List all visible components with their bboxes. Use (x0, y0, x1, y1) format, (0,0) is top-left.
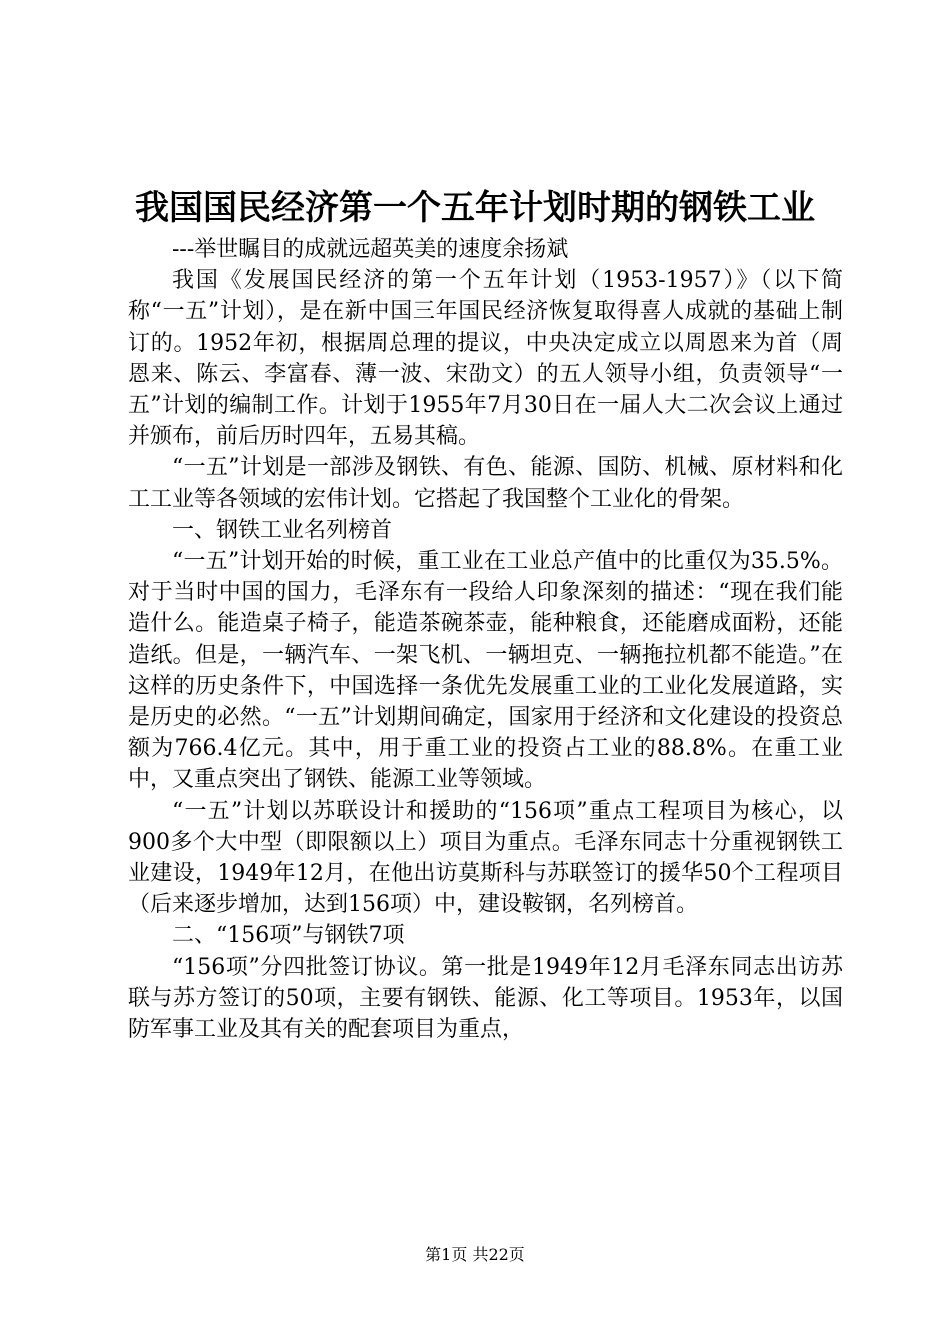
paragraph-agreements: “156项”分四批签订协议。第一批是1949年12月毛泽东同志出访苏联与苏方签订的50项，主要有钢铁、能源、化工等项目。1953年，以国防军事工业及其有关的配套项目为重点， (128, 954, 843, 1043)
document-subtitle: ---举世瞩目的成就远超英美的速度余扬斌 (172, 237, 569, 262)
paragraph-intro: 我国《发展国民经济的第一个五年计划（1953-1957）》（以下简称“一五”计划），是在新中国三年国民经济恢复取得喜人成就的基础上制订的。1952年初，根据周总理的提议，中央决定成立以周恩来为首（周恩来、陈云、李富春、薄一波、宋劭文）的五人领导小组，负责领导“一五”计划的编制工作。计划于1955年7月30日在一届人大二次会议上通过并颁布，前后历时四年，五易其稿。 (128, 268, 843, 450)
section-heading-2: 二、“156项”与钢铁7项 (172, 923, 405, 949)
paragraph-heavy-industry: “一五”计划开始的时候，重工业在工业总产值中的比重仅为35.5%。对于当时中国的国力，毛泽东有一段给人印象深刻的描述：“现在我们能造什么。能造桌子椅子，能造茶碗茶壶，能种粮食，还能磨成面粉，还能造纸。但是，一辆汽车、一架飞机、一辆坦克、一辆拖拉机都不能造。”在这样的历史条件下，中国选择一条优先发展重工业的工业化发展道路，实是历史的必然。“一五”计划期间确定，国家用于经济和文化建设的投资总额为766.4亿元。其中，用于重工业的投资占工业的88.8%。在重工业中，又重点突出了钢铁、能源工业等领域。 (128, 549, 843, 793)
document-body (128, 234, 843, 1045)
document-title: 我国国民经济第一个五年计划时期的钢铁工业 (135, 188, 815, 228)
paragraph-156-projects: “一五”计划以苏联设计和援助的“156项”重点工程项目为核心，以900多个大中型（即限额以上）项目为重点。毛泽东同志十分重视钢铁工业建设，1949年12月，在他出访莫斯科与苏联签订的援华50个工程项目（后来逐步增加，达到156项）中，建设鞍钢，名列榜首。 (128, 798, 843, 918)
paragraph-plan-scope: “一五”计划是一部涉及钢铁、有色、能源、国防、机械、原材料和化工工业等各领域的宏伟计划。它搭起了我国整个工业化的骨架。 (128, 455, 843, 512)
section-heading-1: 一、钢铁工业名列榜首 (172, 517, 393, 543)
page-footer: 第1页 共22页 (425, 1245, 525, 1264)
